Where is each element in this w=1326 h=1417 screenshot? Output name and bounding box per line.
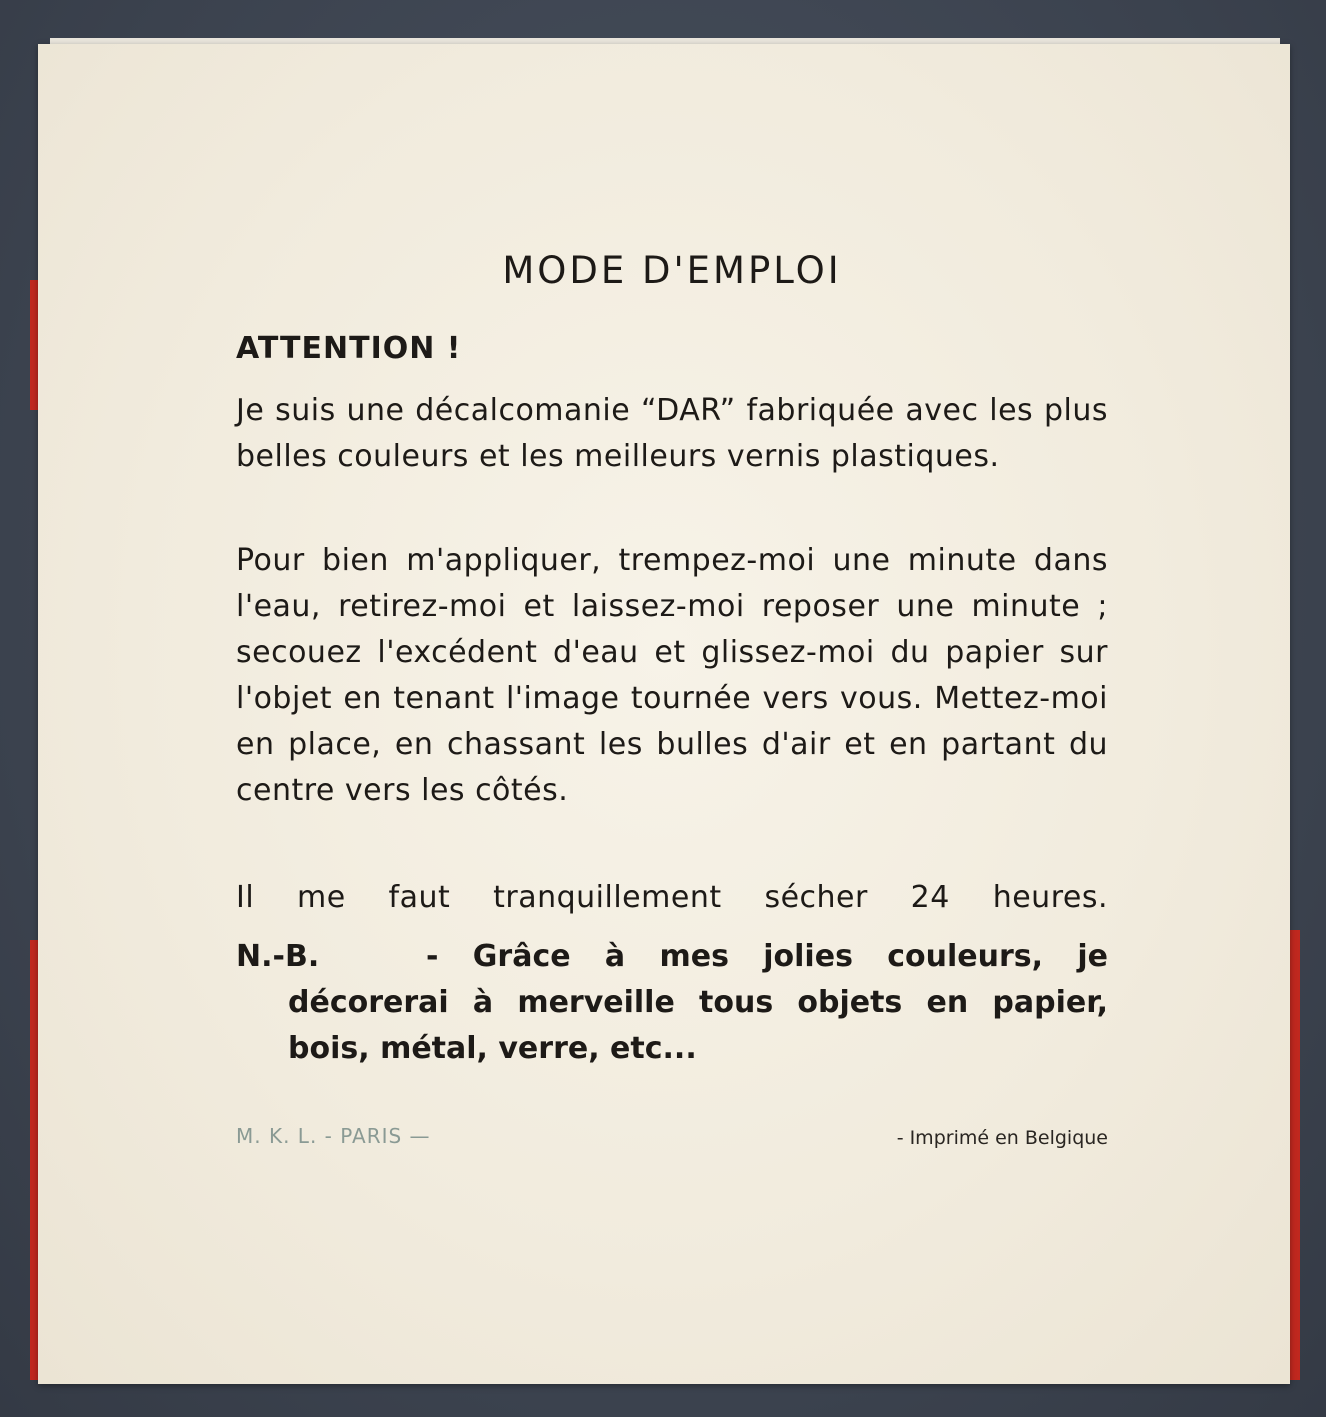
nota-bene bbox=[236, 934, 1108, 1072]
publisher-imprint: M. K. L. - PARIS — bbox=[236, 1124, 431, 1148]
paragraph-instructions: Pour bien m'appliquer, trempez-moi une minute dans l'eau, retirez-moi et laissez-moi reposer une minute ; secouez l'excédent d'eau et glissez-moi du papier sur l'objet en tenant l'image tournée vers vous. Mettez-moi en place, en chassant les bulles d'air et en partant du centre vers les côtés. bbox=[236, 543, 1108, 808]
nota-bene-label: N.-B. bbox=[236, 939, 320, 974]
printer-imprint: - Imprimé en Belgique bbox=[896, 1127, 1108, 1149]
paragraph-intro: Je suis une décalcomanie “DAR” fabriquée avec les plus belles couleurs et les meilleurs vernis plastiques. bbox=[236, 393, 1108, 474]
attention-heading: ATTENTION ! bbox=[236, 331, 462, 366]
instruction-sheet bbox=[38, 44, 1290, 1384]
paragraph-drying: Il me faut tranquillement sécher 24 heures. bbox=[236, 880, 1108, 915]
nota-bene-text: - Grâce à mes jolies couleurs, je décorerai à merveille tous objets en papier, bois, métal, verre, etc... bbox=[288, 939, 1108, 1066]
page-title: MODE D'EMPLOI bbox=[502, 249, 842, 292]
